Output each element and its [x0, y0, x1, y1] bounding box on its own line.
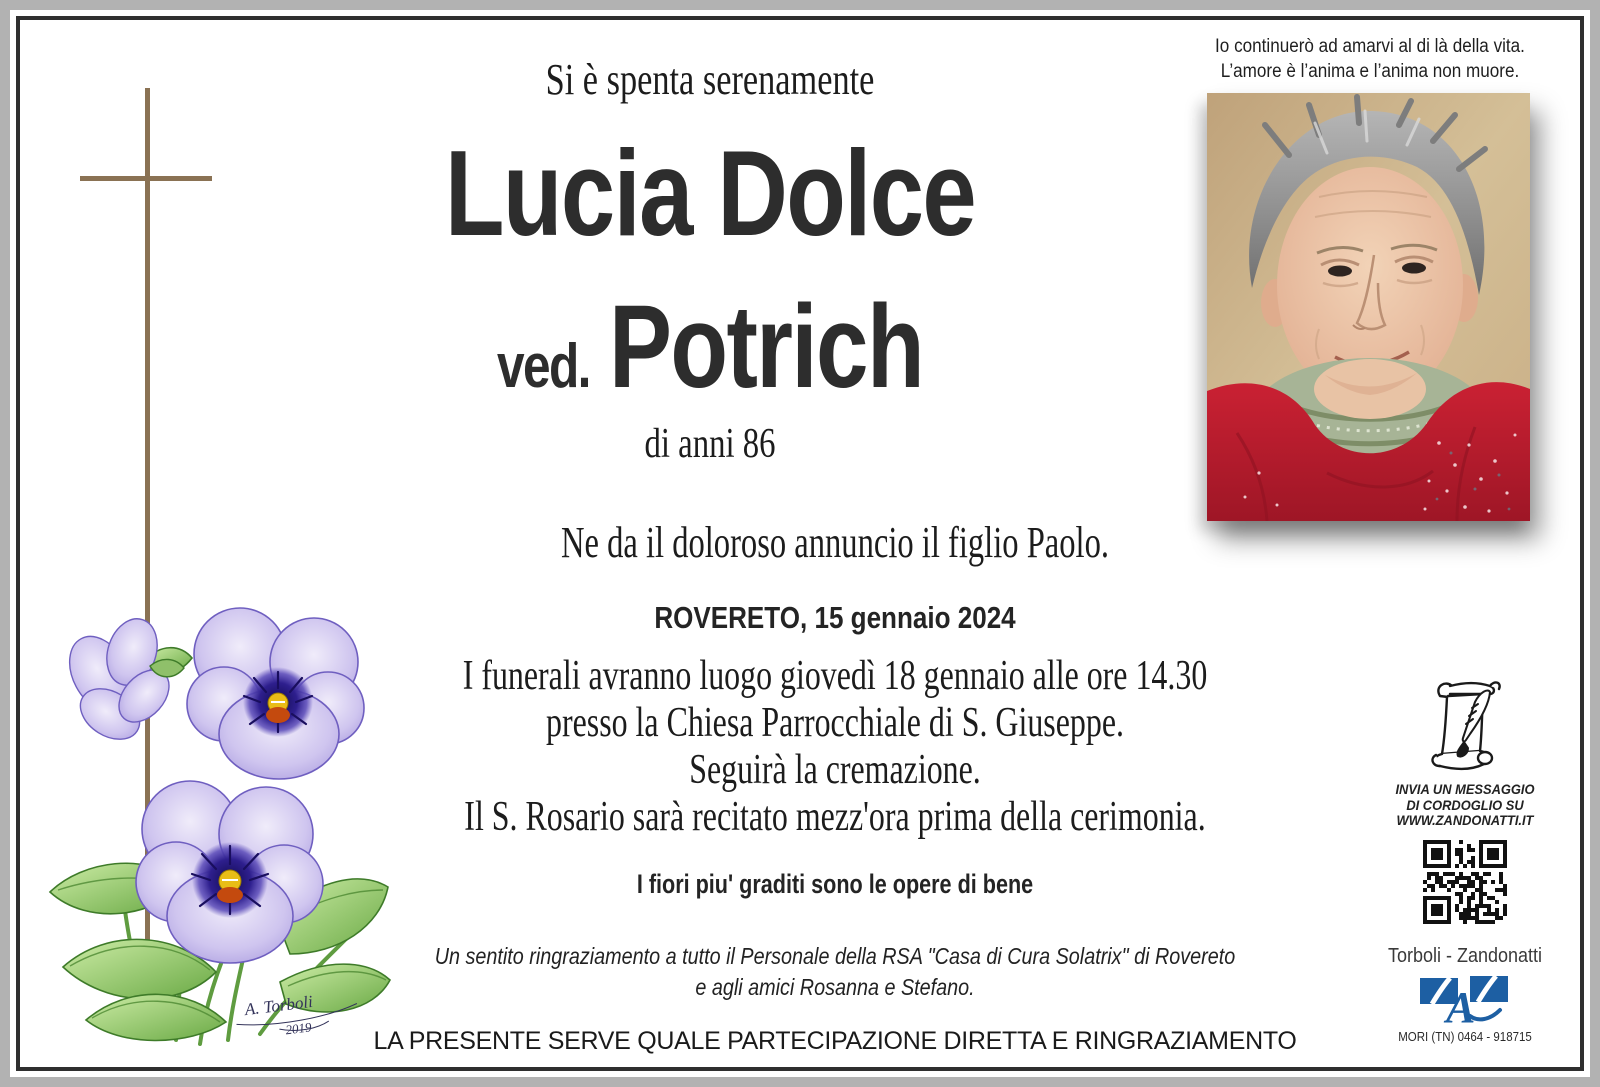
qr-code [1423, 840, 1507, 924]
deceased-first-name: Lucia Dolce [444, 125, 976, 261]
deceased-last-name-line [246, 281, 1174, 413]
artist-signature-year: 2019 [284, 1019, 313, 1038]
participation-line: LA PRESENTE SERVE QUALE PARTECIPAZIONE DIRETTA E RINGRAZIAMENTO [373, 1027, 1297, 1055]
agency-contact: MORI (TN) 0464 - 918715 [1398, 1030, 1532, 1044]
agency-logo-icon [1418, 972, 1512, 1026]
funeral-line: Seguirà la cremazione. [689, 747, 981, 793]
intro-line: Si è spenta serenamente [545, 55, 875, 104]
artist-signature: A. Torboli [243, 991, 314, 1020]
svg-text:A: A [1446, 983, 1476, 1026]
scroll-quill-icon [1420, 678, 1506, 778]
agency-name: Torboli - Zandonatti [1387, 945, 1543, 967]
announcement-line: Ne da il doloroso annuncio il figlio Paolo. [560, 518, 1110, 567]
thanks-line: Un sentito ringraziamento a tutto il Personale della RSA "Casa di Cura Solatrix" di Rovereto [434, 943, 1236, 969]
funeral-line: I funerali avranno luogo giovedì 18 gennaio alle ore 14.30 [462, 653, 1208, 699]
pansies-illustration [28, 582, 423, 1052]
funeral-line: Il S. Rosario sarà recitato mezz'ora prima della cerimonia. [464, 794, 1206, 840]
quote-line: Io continuerò ad amarvi al di là della vita. [1215, 36, 1525, 57]
quote-line: L’amore è l’anima e l’anima non muore. [1220, 61, 1520, 82]
funeral-details [255, 653, 1415, 841]
cross-horizontal-bar [80, 176, 212, 181]
thanks-line: e agli amici Rosanna e Stefano. [695, 974, 975, 1000]
portrait-photo [1207, 93, 1530, 521]
condolence-line: WWW.ZANDONATTI.IT [1396, 812, 1534, 828]
flowers-request-line: I fiori piu' graditi sono le opere di bene [636, 869, 1034, 899]
age-line: di anni 86 [644, 421, 776, 467]
thanks-note [255, 941, 1415, 1003]
funeral-line: presso la Chiesa Parrocchiale di S. Giuseppe. [546, 700, 1124, 746]
deceased-last-name: Potrich [609, 281, 924, 413]
place-date-line: ROVERETO, 15 gennaio 2024 [654, 600, 1016, 635]
condolence-message [1360, 782, 1570, 829]
widow-prefix: ved. [496, 332, 590, 401]
condolence-line: DI CORDOGLIO SU [1406, 796, 1524, 813]
condolence-line: INVIA UN MESSAGGIO [1395, 781, 1535, 797]
portrait-illustration [1207, 93, 1530, 521]
memorial-quote [1160, 34, 1580, 84]
